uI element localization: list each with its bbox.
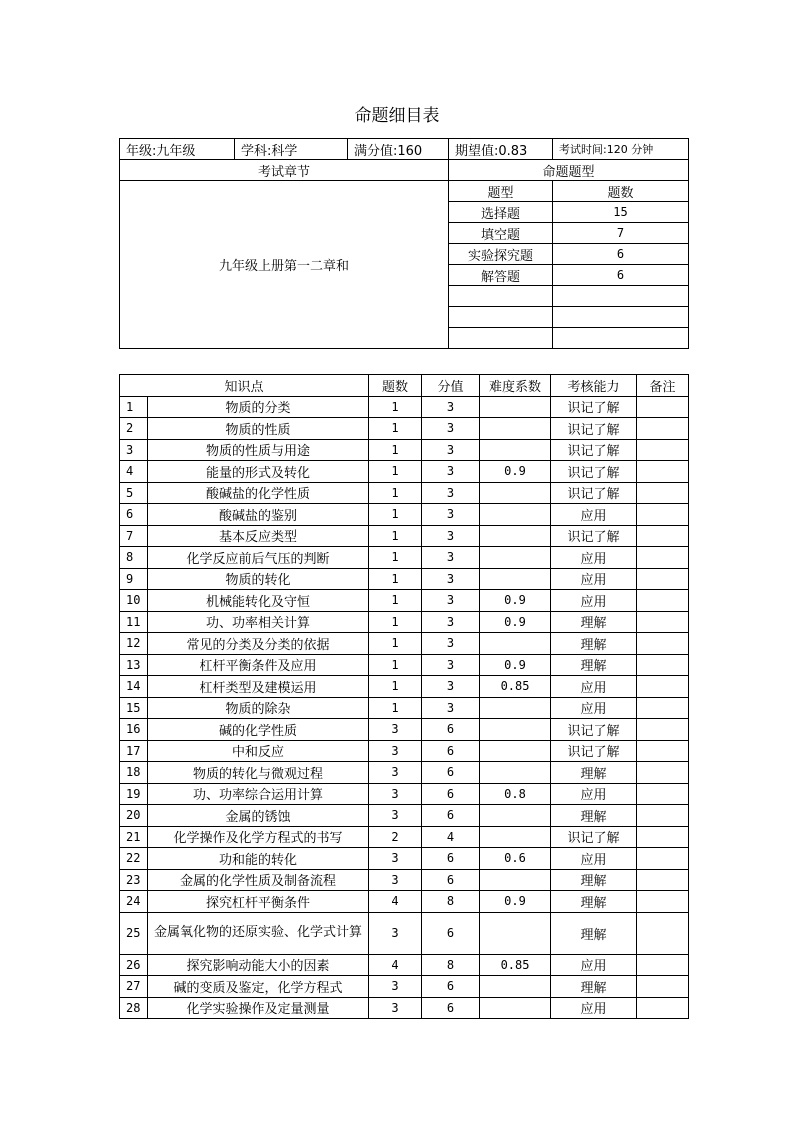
score-cell: 3 — [422, 547, 480, 569]
topic-cell: 物质的性质与用途 — [148, 439, 369, 461]
difficulty-cell — [480, 997, 551, 1019]
topic-cell: 化学反应前后气压的判断 — [148, 547, 369, 569]
qtype-name: 解答题 — [449, 265, 553, 286]
topic-cell: 功和能的转化 — [148, 848, 369, 870]
empty-cell — [553, 286, 689, 307]
chapter-value: 九年级上册第一二章和 — [120, 181, 449, 349]
ability-cell: 应用 — [551, 954, 637, 976]
count-cell: 1 — [369, 654, 422, 676]
ability-cell: 识记了解 — [551, 461, 637, 483]
table-row — [120, 891, 689, 913]
expected-value-cell: 期望值:0.83 — [449, 139, 553, 160]
ability-cell: 识记了解 — [551, 439, 637, 461]
remark-cell — [637, 654, 689, 676]
qtype-colhead-row — [120, 181, 689, 202]
topic-cell: 杠杆平衡条件及应用 — [148, 654, 369, 676]
count-cell: 1 — [369, 461, 422, 483]
qtype-name-header: 题型 — [449, 181, 553, 202]
table-row — [120, 976, 689, 998]
difficulty-cell: 0.9 — [480, 891, 551, 913]
topic-cell: 杠杆类型及建模运用 — [148, 676, 369, 698]
row-index-cell: 27 — [120, 976, 148, 998]
topic-cell: 机械能转化及守恒 — [148, 590, 369, 612]
score-cell: 6 — [422, 976, 480, 998]
ability-cell: 识记了解 — [551, 826, 637, 848]
remark-cell — [637, 954, 689, 976]
ability-cell: 应用 — [551, 568, 637, 590]
topic-cell: 探究杠杆平衡条件 — [148, 891, 369, 913]
count-cell: 1 — [369, 525, 422, 547]
difficulty-header: 难度系数 — [480, 375, 551, 397]
difficulty-cell: 0.9 — [480, 654, 551, 676]
exam-info-table — [119, 138, 689, 349]
table-row — [120, 697, 689, 719]
score-cell: 8 — [422, 954, 480, 976]
count-cell: 1 — [369, 396, 422, 418]
table-row — [120, 396, 689, 418]
remark-cell — [637, 568, 689, 590]
table-row — [120, 633, 689, 655]
row-index-cell: 28 — [120, 997, 148, 1019]
table-row — [120, 912, 689, 954]
topic-cell: 化学实验操作及定量测量 — [148, 997, 369, 1019]
score-cell: 6 — [422, 762, 480, 784]
remark-cell — [637, 676, 689, 698]
table-row — [120, 611, 689, 633]
count-cell: 3 — [369, 997, 422, 1019]
difficulty-cell: 0.9 — [480, 461, 551, 483]
topic-cell: 功、功率相关计算 — [148, 611, 369, 633]
row-index-cell: 20 — [120, 805, 148, 827]
remark-cell — [637, 891, 689, 913]
remark-cell — [637, 525, 689, 547]
ability-cell: 理解 — [551, 976, 637, 998]
row-index-cell: 1 — [120, 396, 148, 418]
score-cell: 3 — [422, 568, 480, 590]
remark-cell — [637, 418, 689, 440]
qtype-name: 实验探究题 — [449, 244, 553, 265]
count-cell: 1 — [369, 590, 422, 612]
score-cell: 6 — [422, 869, 480, 891]
row-index-cell: 24 — [120, 891, 148, 913]
row-index-cell: 10 — [120, 590, 148, 612]
ability-header: 考核能力 — [551, 375, 637, 397]
score-cell: 8 — [422, 891, 480, 913]
topic-cell: 碱的变质及鉴定，化学方程式 — [148, 976, 369, 998]
table-row — [120, 547, 689, 569]
topic-cell: 探究影响动能大小的因素 — [148, 954, 369, 976]
empty-cell — [449, 328, 553, 349]
difficulty-cell — [480, 504, 551, 526]
topic-cell: 基本反应类型 — [148, 525, 369, 547]
remark-cell — [637, 504, 689, 526]
question-type-header: 命题题型 — [449, 160, 689, 181]
topic-cell: 功、功率综合运用计算 — [148, 783, 369, 805]
qtype-count: 6 — [553, 265, 689, 286]
row-index-cell: 8 — [120, 547, 148, 569]
remark-cell — [637, 590, 689, 612]
ability-cell: 理解 — [551, 762, 637, 784]
score-cell: 6 — [422, 719, 480, 741]
remark-cell — [637, 482, 689, 504]
table-row — [120, 805, 689, 827]
row-index-cell: 5 — [120, 482, 148, 504]
difficulty-cell — [480, 547, 551, 569]
score-cell: 6 — [422, 783, 480, 805]
score-cell: 3 — [422, 633, 480, 655]
table-row — [120, 954, 689, 976]
difficulty-cell — [480, 976, 551, 998]
subject-cell: 学科:科学 — [235, 139, 348, 160]
ability-cell: 识记了解 — [551, 418, 637, 440]
empty-cell — [449, 286, 553, 307]
qtype-name: 选择题 — [449, 202, 553, 223]
count-cell: 3 — [369, 762, 422, 784]
ability-cell: 理解 — [551, 611, 637, 633]
count-cell: 4 — [369, 891, 422, 913]
count-cell: 1 — [369, 633, 422, 655]
ability-cell: 理解 — [551, 654, 637, 676]
ability-cell: 应用 — [551, 997, 637, 1019]
ability-cell: 应用 — [551, 783, 637, 805]
row-index-cell: 21 — [120, 826, 148, 848]
count-cell: 4 — [369, 954, 422, 976]
knowledge-header: 知识点 — [120, 375, 369, 397]
ability-cell: 识记了解 — [551, 396, 637, 418]
remark-cell — [637, 783, 689, 805]
ability-cell: 应用 — [551, 547, 637, 569]
page-title: 命题细目表 — [354, 106, 440, 126]
table-row — [120, 762, 689, 784]
kp-header-row — [120, 375, 689, 397]
remark-cell — [637, 740, 689, 762]
table-row — [120, 826, 689, 848]
ability-cell: 应用 — [551, 504, 637, 526]
row-index-cell: 26 — [120, 954, 148, 976]
ability-cell: 识记了解 — [551, 719, 637, 741]
count-cell: 3 — [369, 848, 422, 870]
row-index-cell: 15 — [120, 697, 148, 719]
table-row — [120, 848, 689, 870]
count-cell: 1 — [369, 547, 422, 569]
ability-cell: 应用 — [551, 676, 637, 698]
count-cell: 1 — [369, 697, 422, 719]
score-cell: 6 — [422, 848, 480, 870]
count-cell: 1 — [369, 439, 422, 461]
remark-cell — [637, 826, 689, 848]
score-cell: 3 — [422, 590, 480, 612]
topic-cell: 酸碱盐的化学性质 — [148, 482, 369, 504]
count-cell: 1 — [369, 676, 422, 698]
difficulty-cell: 0.9 — [480, 590, 551, 612]
row-index-cell: 6 — [120, 504, 148, 526]
row-index-cell: 22 — [120, 848, 148, 870]
count-cell: 3 — [369, 912, 422, 954]
topic-cell: 金属的化学性质及制备流程 — [148, 869, 369, 891]
count-cell: 1 — [369, 611, 422, 633]
count-cell: 2 — [369, 826, 422, 848]
ability-cell: 理解 — [551, 633, 637, 655]
section-header-row — [120, 160, 689, 181]
topic-cell: 物质的除杂 — [148, 697, 369, 719]
count-cell: 3 — [369, 869, 422, 891]
difficulty-cell — [480, 633, 551, 655]
difficulty-cell — [480, 482, 551, 504]
remark-cell — [637, 848, 689, 870]
table-row — [120, 461, 689, 483]
ability-cell: 理解 — [551, 891, 637, 913]
row-index-cell: 18 — [120, 762, 148, 784]
remark-cell — [637, 762, 689, 784]
topic-cell: 酸碱盐的鉴别 — [148, 504, 369, 526]
table-row — [120, 439, 689, 461]
empty-cell — [553, 307, 689, 328]
qtype-count: 15 — [553, 202, 689, 223]
topic-cell: 常见的分类及分类的依据 — [148, 633, 369, 655]
row-index-cell: 14 — [120, 676, 148, 698]
empty-cell — [449, 307, 553, 328]
remark-cell — [637, 997, 689, 1019]
table-row — [120, 525, 689, 547]
row-index-cell: 11 — [120, 611, 148, 633]
remark-cell — [637, 633, 689, 655]
exam-time-cell: 考试时间:120 分钟 — [553, 139, 689, 160]
difficulty-cell — [480, 568, 551, 590]
row-index-cell: 25 — [120, 912, 148, 954]
difficulty-cell — [480, 912, 551, 954]
table-row — [120, 719, 689, 741]
difficulty-cell — [480, 418, 551, 440]
remark-cell — [637, 805, 689, 827]
remark-header: 备注 — [637, 375, 689, 397]
row-index-cell: 16 — [120, 719, 148, 741]
table-row — [120, 504, 689, 526]
table-row — [120, 740, 689, 762]
table-row — [120, 590, 689, 612]
count-cell: 1 — [369, 568, 422, 590]
row-index-cell: 13 — [120, 654, 148, 676]
ability-cell: 识记了解 — [551, 740, 637, 762]
table-row — [120, 482, 689, 504]
difficulty-cell: 0.6 — [480, 848, 551, 870]
difficulty-cell — [480, 826, 551, 848]
count-cell: 3 — [369, 740, 422, 762]
count-cell: 1 — [369, 482, 422, 504]
topic-cell: 金属氧化物的还原实验、化学式计算 — [148, 912, 369, 954]
count-header: 题数 — [369, 375, 422, 397]
difficulty-cell — [480, 740, 551, 762]
score-cell: 3 — [422, 611, 480, 633]
remark-cell — [637, 869, 689, 891]
difficulty-cell — [480, 719, 551, 741]
row-index-cell: 7 — [120, 525, 148, 547]
row-index-cell: 19 — [120, 783, 148, 805]
count-cell: 3 — [369, 976, 422, 998]
topic-cell: 物质的性质 — [148, 418, 369, 440]
ability-cell: 理解 — [551, 912, 637, 954]
remark-cell — [637, 611, 689, 633]
table-row — [120, 869, 689, 891]
difficulty-cell — [480, 869, 551, 891]
count-cell: 3 — [369, 783, 422, 805]
ability-cell: 应用 — [551, 697, 637, 719]
difficulty-cell — [480, 396, 551, 418]
ability-cell: 应用 — [551, 848, 637, 870]
topic-cell: 物质的分类 — [148, 396, 369, 418]
remark-cell — [637, 912, 689, 954]
knowledge-point-table — [119, 374, 689, 1019]
table-row — [120, 568, 689, 590]
table-row — [120, 654, 689, 676]
row-index-cell: 3 — [120, 439, 148, 461]
difficulty-cell — [480, 762, 551, 784]
remark-cell — [637, 697, 689, 719]
table-row — [120, 418, 689, 440]
score-cell: 3 — [422, 654, 480, 676]
topic-cell: 物质的转化与微观过程 — [148, 762, 369, 784]
difficulty-cell — [480, 439, 551, 461]
remark-cell — [637, 719, 689, 741]
row-index-cell: 9 — [120, 568, 148, 590]
grade-cell: 年级:九年级 — [120, 139, 235, 160]
qtype-count: 6 — [553, 244, 689, 265]
difficulty-cell — [480, 697, 551, 719]
count-cell: 1 — [369, 418, 422, 440]
remark-cell — [637, 439, 689, 461]
ability-cell: 应用 — [551, 590, 637, 612]
topic-cell: 化学操作及化学方程式的书写 — [148, 826, 369, 848]
qtype-count: 7 — [553, 223, 689, 244]
difficulty-cell: 0.85 — [480, 676, 551, 698]
ability-cell: 识记了解 — [551, 525, 637, 547]
difficulty-cell: 0.85 — [480, 954, 551, 976]
score-cell: 6 — [422, 912, 480, 954]
score-cell: 3 — [422, 461, 480, 483]
score-cell: 3 — [422, 396, 480, 418]
ability-cell: 理解 — [551, 805, 637, 827]
count-cell: 3 — [369, 805, 422, 827]
row-index-cell: 2 — [120, 418, 148, 440]
remark-cell — [637, 976, 689, 998]
score-cell: 6 — [422, 997, 480, 1019]
row-index-cell: 17 — [120, 740, 148, 762]
score-cell: 3 — [422, 482, 480, 504]
score-cell: 4 — [422, 826, 480, 848]
full-score-cell: 满分值:160 — [348, 139, 449, 160]
remark-cell — [637, 396, 689, 418]
ability-cell: 理解 — [551, 869, 637, 891]
topic-cell: 物质的转化 — [148, 568, 369, 590]
remark-cell — [637, 547, 689, 569]
difficulty-cell: 0.8 — [480, 783, 551, 805]
score-cell: 3 — [422, 439, 480, 461]
score-header: 分值 — [422, 375, 480, 397]
topic-cell: 金属的锈蚀 — [148, 805, 369, 827]
row-index-cell: 12 — [120, 633, 148, 655]
remark-cell — [637, 461, 689, 483]
count-cell: 3 — [369, 719, 422, 741]
score-cell: 6 — [422, 740, 480, 762]
score-cell: 3 — [422, 697, 480, 719]
score-cell: 3 — [422, 525, 480, 547]
difficulty-cell: 0.9 — [480, 611, 551, 633]
count-cell: 1 — [369, 504, 422, 526]
table-row — [120, 997, 689, 1019]
difficulty-cell — [480, 525, 551, 547]
info-header-row — [120, 139, 689, 160]
difficulty-cell — [480, 805, 551, 827]
table-row — [120, 676, 689, 698]
score-cell: 3 — [422, 676, 480, 698]
empty-cell — [553, 328, 689, 349]
qtype-name: 填空题 — [449, 223, 553, 244]
topic-cell: 能量的形式及转化 — [148, 461, 369, 483]
row-index-cell: 4 — [120, 461, 148, 483]
score-cell: 3 — [422, 504, 480, 526]
topic-cell: 碱的化学性质 — [148, 719, 369, 741]
score-cell: 6 — [422, 805, 480, 827]
topic-cell: 中和反应 — [148, 740, 369, 762]
row-index-cell: 23 — [120, 869, 148, 891]
table-row — [120, 783, 689, 805]
qtype-count-header: 题数 — [553, 181, 689, 202]
chapter-header: 考试章节 — [120, 160, 449, 181]
score-cell: 3 — [422, 418, 480, 440]
ability-cell: 识记了解 — [551, 482, 637, 504]
